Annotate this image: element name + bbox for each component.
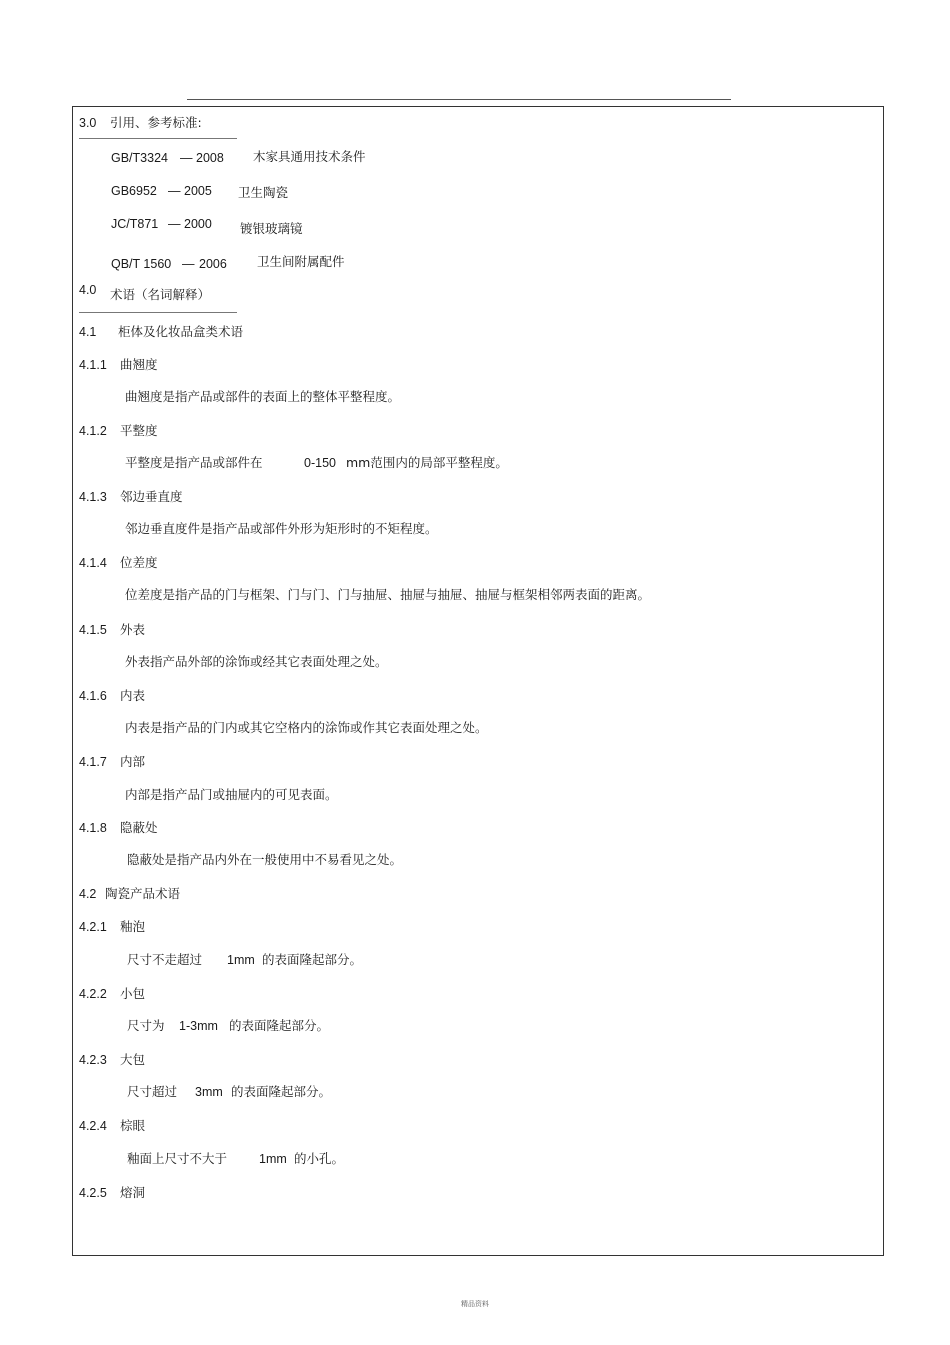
term-description: 尺寸不走超过: [127, 952, 203, 967]
term-description-value: 0-150: [304, 456, 336, 470]
term-number: 4.1.5: [79, 623, 107, 637]
standard-dash: —: [168, 217, 181, 231]
section-4-2-number: 4.2: [79, 887, 97, 901]
standard-name: 镀银玻璃镜: [240, 221, 303, 236]
section-3-number: 3.0: [79, 116, 97, 130]
term-description-value: 3mm: [195, 1085, 223, 1099]
standard-year: 2008: [196, 151, 224, 165]
term-description: 的表面隆起部分。: [262, 952, 363, 967]
term-title: 邻边垂直度: [120, 489, 183, 504]
term-description-value: 1-3mm: [179, 1019, 218, 1033]
term-number: 4.2.3: [79, 1053, 107, 1067]
term-title: 内部: [120, 754, 146, 769]
standard-year: 2000: [184, 217, 212, 231]
term-description: 平整度是指产品或部件在: [125, 455, 263, 470]
term-number: 4.1.3: [79, 490, 107, 504]
term-description: 内表是指产品的门内或其它空格内的涂饰或作其它表面处理之处。: [125, 720, 488, 735]
term-description: 外表指产品外部的涂饰或经其它表面处理之处。: [125, 654, 388, 669]
term-title: 位差度: [120, 555, 158, 570]
section-4-1-number: 4.1: [79, 325, 97, 339]
standard-name: 卫生陶瓷: [238, 185, 289, 200]
standard-dash: —: [180, 151, 193, 165]
term-description: 邻边垂直度件是指产品或部件外形为矩形时的不矩程度。: [125, 521, 438, 536]
term-number: 4.1.2: [79, 424, 107, 438]
term-number: 4.1.7: [79, 755, 107, 769]
term-number: 4.1.1: [79, 358, 107, 372]
term-title: 隐蔽处: [120, 820, 158, 835]
term-description: 尺寸超过: [127, 1084, 178, 1099]
term-number: 4.1.6: [79, 689, 107, 703]
section-4-number: 4.0: [79, 283, 97, 297]
term-description-value: 1mm: [259, 1152, 287, 1166]
term-number: 4.2.5: [79, 1186, 107, 1200]
section-3-title: 引用、参考标准:: [110, 115, 202, 130]
standard-year: 2005: [184, 184, 212, 198]
standard-name: 卫生间附属配件: [257, 254, 345, 269]
standard-dash: —: [182, 257, 195, 271]
term-number: 4.2.1: [79, 920, 107, 934]
standard-code: JC/T871: [111, 217, 159, 231]
term-description: 的小孔。: [294, 1151, 345, 1166]
term-title: 平整度: [120, 423, 158, 438]
term-title: 小包: [120, 986, 146, 1001]
standard-name: 木家具通用技术条件: [253, 149, 366, 164]
term-description: 尺寸为: [127, 1018, 165, 1033]
term-description: mm范围内的局部平整程度。: [346, 455, 508, 470]
term-description: 釉面上尺寸不大于: [127, 1151, 228, 1166]
header-rule: [187, 99, 731, 100]
section-4-1-title: 柜体及化妆品盒类术语: [118, 324, 244, 339]
standard-year: 2006: [199, 257, 227, 271]
term-title: 大包: [120, 1052, 146, 1067]
page-footer: 精品资料: [461, 1300, 489, 1308]
term-title: 曲翘度: [120, 357, 158, 372]
term-title: 釉泡: [120, 919, 146, 934]
section-4-2-title: 陶瓷产品术语: [105, 886, 181, 901]
content-frame: [72, 106, 884, 1256]
term-description: 的表面隆起部分。: [229, 1018, 330, 1033]
term-description: 内部是指产品门或抽屉内的可见表面。: [125, 787, 338, 802]
term-title: 棕眼: [120, 1118, 146, 1133]
term-description-value: 1mm: [227, 953, 255, 967]
standard-code: QB/T 1560: [111, 257, 172, 271]
term-number: 4.1.8: [79, 821, 107, 835]
section-4-title: 术语（名词解释）: [110, 287, 211, 302]
standard-code: GB/T3324: [111, 151, 168, 165]
standard-code: GB6952: [111, 184, 157, 198]
term-title: 内表: [120, 688, 146, 703]
term-description: 位差度是指产品的门与框架、门与门、门与抽屉、抽屉与抽屉、抽屉与框架相邻两表面的距离。: [125, 587, 651, 602]
term-description: 曲翘度是指产品或部件的表面上的整体平整程度。: [125, 389, 401, 404]
term-title: 外表: [120, 622, 146, 637]
term-number: 4.1.4: [79, 556, 107, 570]
term-description: 的表面隆起部分。: [231, 1084, 332, 1099]
term-title: 熔洞: [120, 1185, 146, 1200]
term-number: 4.2.4: [79, 1119, 107, 1133]
section-4-underline: [79, 312, 237, 313]
term-number: 4.2.2: [79, 987, 107, 1001]
section-3-underline: [79, 138, 237, 139]
term-description: 隐蔽处是指产品内外在一般使用中不易看见之处。: [127, 852, 403, 867]
standard-dash: —: [168, 184, 181, 198]
